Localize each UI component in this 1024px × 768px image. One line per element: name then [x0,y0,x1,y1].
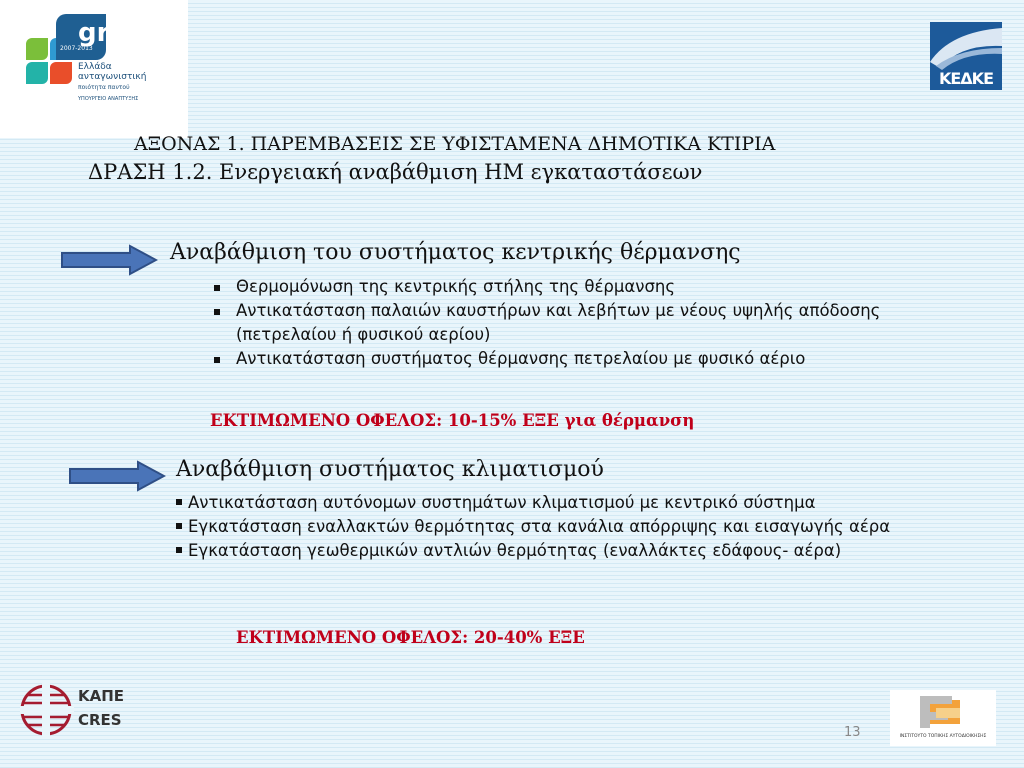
axis-heading: ΑΞΟΝΑΣ 1. ΠΑΡΕΜΒΑΣΕΙΣ ΣΕ ΥΦΙΣΤΑΜΕΝΑ ΔΗΜΟΤΙΚΑ ΚΤΙΡΙΑ [134,133,776,155]
kedke-logo: ΚΕΔΚΕ [930,22,1002,90]
ellada-antagonistiki-logo: gr 2007-2013 Ελλάδα ανταγωνιστική ποιότητα παντού ΥΠΟΥΡΓΕΙΟ ΑΝΑΠΤΥΞΗΣ [0,0,188,138]
kape-cres-logo: ΚΑΠΕ CRES [20,675,130,745]
list-item: Θερμομόνωση της κεντρικής στήλης της θέρμανσης [210,275,930,299]
action-heading: ΔΡΑΣΗ 1.2. Ενεργειακή αναβάθμιση ΗΜ εγκαταστάσεων [88,160,703,184]
arrow-icon [68,460,166,492]
section2-bullets [176,491,976,563]
list-item: Αντικατάσταση συστήματος θέρμανσης πετρελαίου με φυσικό αέριο [210,347,930,371]
section1-title: Αναβάθμιση του συστήματος κεντρικής θέρμανσης [170,240,741,265]
gr-mark: gr [78,18,110,48]
section1-bullets [210,275,930,371]
list-item: Εγκατάσταση εναλλακτών θερμότητας στα κανάλια απόρριψης και εισαγωγής αέρα [176,515,976,539]
arrow-icon [60,244,158,276]
list-item: Αντικατάσταση αυτόνομων συστημάτων κλιματισμού με κεντρικό σύστημα [176,491,976,515]
page-number: 13 [844,725,861,740]
section1-benefit: ΕΚΤΙΜΩΜΕΝΟ ΟΦΕΛΟΣ: 10-15% ΕΞΕ για θέρμανση [210,411,695,430]
list-item: Αντικατάσταση παλαιών καυστήρων και λεβήτων με νέους υψηλής απόδοσης (πετρελαίου ή φυσικού αερίου) [210,299,916,347]
list-item: Εγκατάσταση γεωθερμικών αντλιών θερμότητας (εναλλάκτες εδάφους- αέρα) [176,539,976,563]
section2-title: Αναβάθμιση συστήματος κλιματισμού [176,457,604,482]
ita-logo: ΙΝΣΤΙΤΟΥΤΟ ΤΟΠΙΚΗΣ ΑΥΤΟΔΙΟΙΚΗΣΗΣ [890,690,996,746]
section2-benefit: ΕΚΤΙΜΩΜΕΝΟ ΟΦΕΛΟΣ: 20-40% ΕΞΕ [236,628,585,647]
